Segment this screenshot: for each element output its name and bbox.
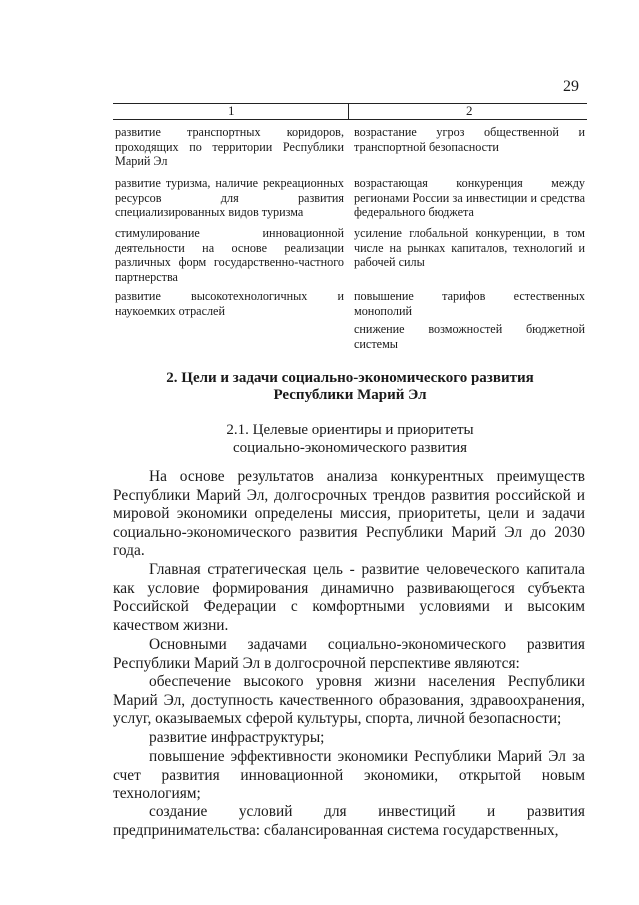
table-top-border xyxy=(113,103,587,104)
table-column-number-1: 1 xyxy=(228,103,235,118)
table-cell-right: повышение тарифов естественных монополий xyxy=(354,289,585,318)
body-paragraph: развитие инфраструктуры; xyxy=(149,729,325,746)
table-cell-left: развитие высокотехнологичных и наукоемких отраслей xyxy=(115,289,344,318)
body-paragraph: Главная стратегическая цель - развитие человеческого капитала как условие формирования динамично развивающегося субъекта Российской Федерации с комфортными условиями и высоким качеством жизни. xyxy=(113,561,585,634)
section-title xyxy=(113,370,587,404)
table-header-divider xyxy=(348,103,349,119)
table-cell-right: снижение возможностей бюджетной системы xyxy=(354,322,585,351)
table-cell-right: возрастание угроз общественной и транспортной безопасности xyxy=(354,125,585,154)
body-paragraph: повышение эффективности экономики Республики Марий Эл за счет развития инновационной экономики, открытой новым технологиям; xyxy=(113,748,585,803)
body-paragraph: На основе результатов анализа конкурентных преимуществ Республики Марий Эл, долгосрочных трендов развития российской и мировой экономики определены миссия, приоритеты, цели и задачи социально-экономического развития Республики Марий Эл до 2030 года. xyxy=(113,468,585,560)
table-cell-right: усиление глобальной конкуренции, в том числе на рынках капиталов, технологий и рабочей силы xyxy=(354,226,585,270)
subsection-title-line-2: социально-экономического развития xyxy=(232,440,468,456)
table-cell-left: развитие транспортных коридоров, проходящих по территории Республики Марий Эл xyxy=(115,125,344,169)
table-cell-right: возрастающая конкуренция между регионами России за инвестиции и средства федерального бюджета xyxy=(354,176,585,220)
body-paragraph: обеспечение высокого уровня жизни населения Республики Марий Эл, доступность качественного образования, здравоохранения, услуг, оказываемых сферой культуры, спорта, личной безопасности; xyxy=(113,673,585,728)
table-column-number-2: 2 xyxy=(466,103,473,118)
section-title-line-1: 2. Цели и задачи социально-экономического развития xyxy=(166,370,534,386)
page-number: 29 xyxy=(563,78,579,95)
table-header-bottom-border xyxy=(113,119,587,120)
body-paragraph: создание условий для инвестиций и развития предпринимательства: сбалансированная система государственных, xyxy=(113,803,585,839)
table-cell-left: стимулирование инновационной деятельности на основе реализации различных форм государственно-частного партнерства xyxy=(115,226,344,284)
section-title-line-2: Республики Марий Эл xyxy=(273,387,427,403)
table-cell-left: развитие туризма, наличие рекреационных ресурсов для развития специализированных видов туризма xyxy=(115,176,344,220)
body-paragraph: Основными задачами социально-экономического развития Республики Марий Эл в долгосрочной перспективе являются: xyxy=(113,636,585,672)
subsection-title-line-1: 2.1. Целевые ориентиры и приоритеты xyxy=(226,422,474,438)
subsection-title xyxy=(113,421,587,457)
